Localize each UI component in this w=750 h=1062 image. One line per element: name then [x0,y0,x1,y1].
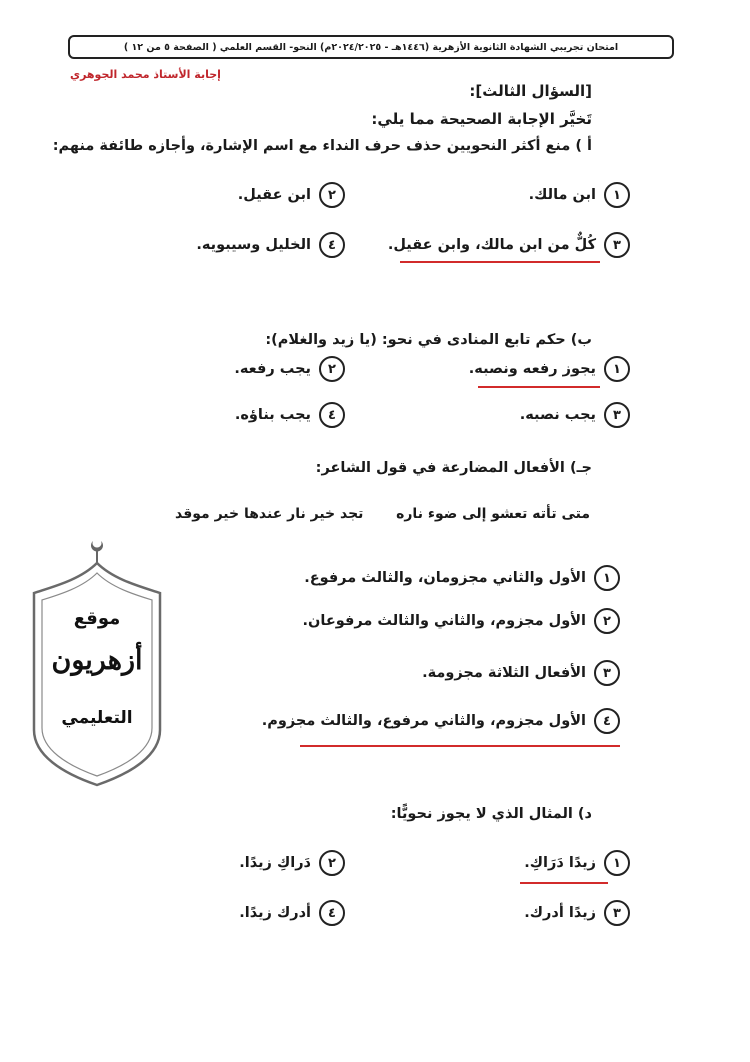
option-number: ٤ [594,708,620,734]
part-d-prompt: د) المثال الذي لا يجوز نحويًّا: [390,806,592,822]
part-d-option-4 [239,900,345,926]
answer-underline-b [478,386,600,388]
option-number: ٢ [319,356,345,382]
option-text: يجب بناؤه. [234,407,311,423]
part-a-option-3 [388,232,630,258]
watermark-line3: التعليمي [61,708,133,728]
answer-underline-d [520,882,608,884]
option-text: يجب رفعه. [234,361,311,377]
option-text: دَراكِ زيدًا. [239,855,311,871]
option-number: ٣ [594,660,620,686]
part-c-option-3 [422,660,620,686]
exam-header-text: امتحان تجريبي الشهادة الثانوية الأزهرية (١٤٤٦هـ - ٢٠٢٤/٢٠٢٥م) النحو- القسم العلمي ( الصفحة ٥ من ١٢ ) [123,41,619,53]
option-text: أدرك زيدًا. [239,905,311,921]
option-number: ١ [594,565,620,591]
answer-underline-a [400,261,600,263]
part-c-option-4 [262,708,620,734]
option-text: كُلٌّ من ابن مالك، وابن عقيل. [387,237,596,253]
option-number: ٤ [319,900,345,926]
part-c-option-2 [303,608,620,634]
watermark-logo-text: أزهريون [51,645,143,676]
option-text: الأول والثاني مجزومان، والثالث مرفوع. [304,570,586,586]
part-d-option-1 [524,850,630,876]
option-number: ٢ [319,850,345,876]
option-text: يجوز رفعه ونصبه. [468,361,596,377]
part-b-prompt: ب) حكم تابع المنادى في نحو: (يا زيد والغلام): [265,332,592,348]
part-b-option-2 [234,356,345,382]
part-c-prompt: جـ) الأفعال المضارعة في قول الشاعر: [315,460,592,476]
option-number: ١ [604,850,630,876]
poem-first-hemistich: متى تأته تعشو إلى ضوء ناره [396,506,590,522]
part-b-option-4 [235,402,345,428]
option-text: ابن مالك. [528,187,596,203]
part-a-option-4 [196,232,345,258]
option-text: زيدًا أدرك. [524,905,596,921]
option-number: ٣ [604,232,630,258]
poem-second-hemistich: تجد خير نار عندها خير موقد [175,506,364,522]
option-number: ١ [604,182,630,208]
part-d-option-2 [239,850,345,876]
option-text: الأول مجزوم، والثاني والثالث مرفوعان. [302,613,586,629]
option-number: ٢ [594,608,620,634]
option-text: الأول مجزوم، والثاني مرفوع، والثالث مجزوم. [261,713,586,729]
option-text: يجب نصبه. [519,407,596,423]
option-number: ٣ [604,402,630,428]
option-text: الأفعال الثلاثة مجزومة. [422,665,586,681]
option-text: زيدًا دَرَاكِ. [524,855,596,871]
part-d-option-3 [524,900,630,926]
part-a-option-1 [529,182,630,208]
question-title: [السؤال الثالث]: [469,82,592,100]
part-b-option-1 [469,356,630,382]
part-a-option-2 [238,182,345,208]
teacher-credit: إجابة الأستاذ محمد الجوهري [70,68,221,81]
watermark-line1: موقع [73,608,121,629]
answer-underline-c [300,745,620,747]
option-number: ٣ [604,900,630,926]
part-a-prompt: أ ) منع أكثر النحويين حذف حرف النداء مع اسم الإشارة، وأجازه طائفة منهم: [52,138,592,154]
part-c-option-1 [304,565,620,591]
option-number: ٤ [319,232,345,258]
option-number: ٢ [319,182,345,208]
option-number: ١ [604,356,630,382]
exam-header [68,35,674,59]
question-instruction: تَخيَّر الإجابة الصحيحة مما يلي: [371,110,592,128]
part-b-option-3 [520,402,630,428]
option-text: الخليل وسيبويه. [196,237,311,253]
option-text: ابن عقيل. [237,187,311,203]
option-number: ٤ [319,402,345,428]
